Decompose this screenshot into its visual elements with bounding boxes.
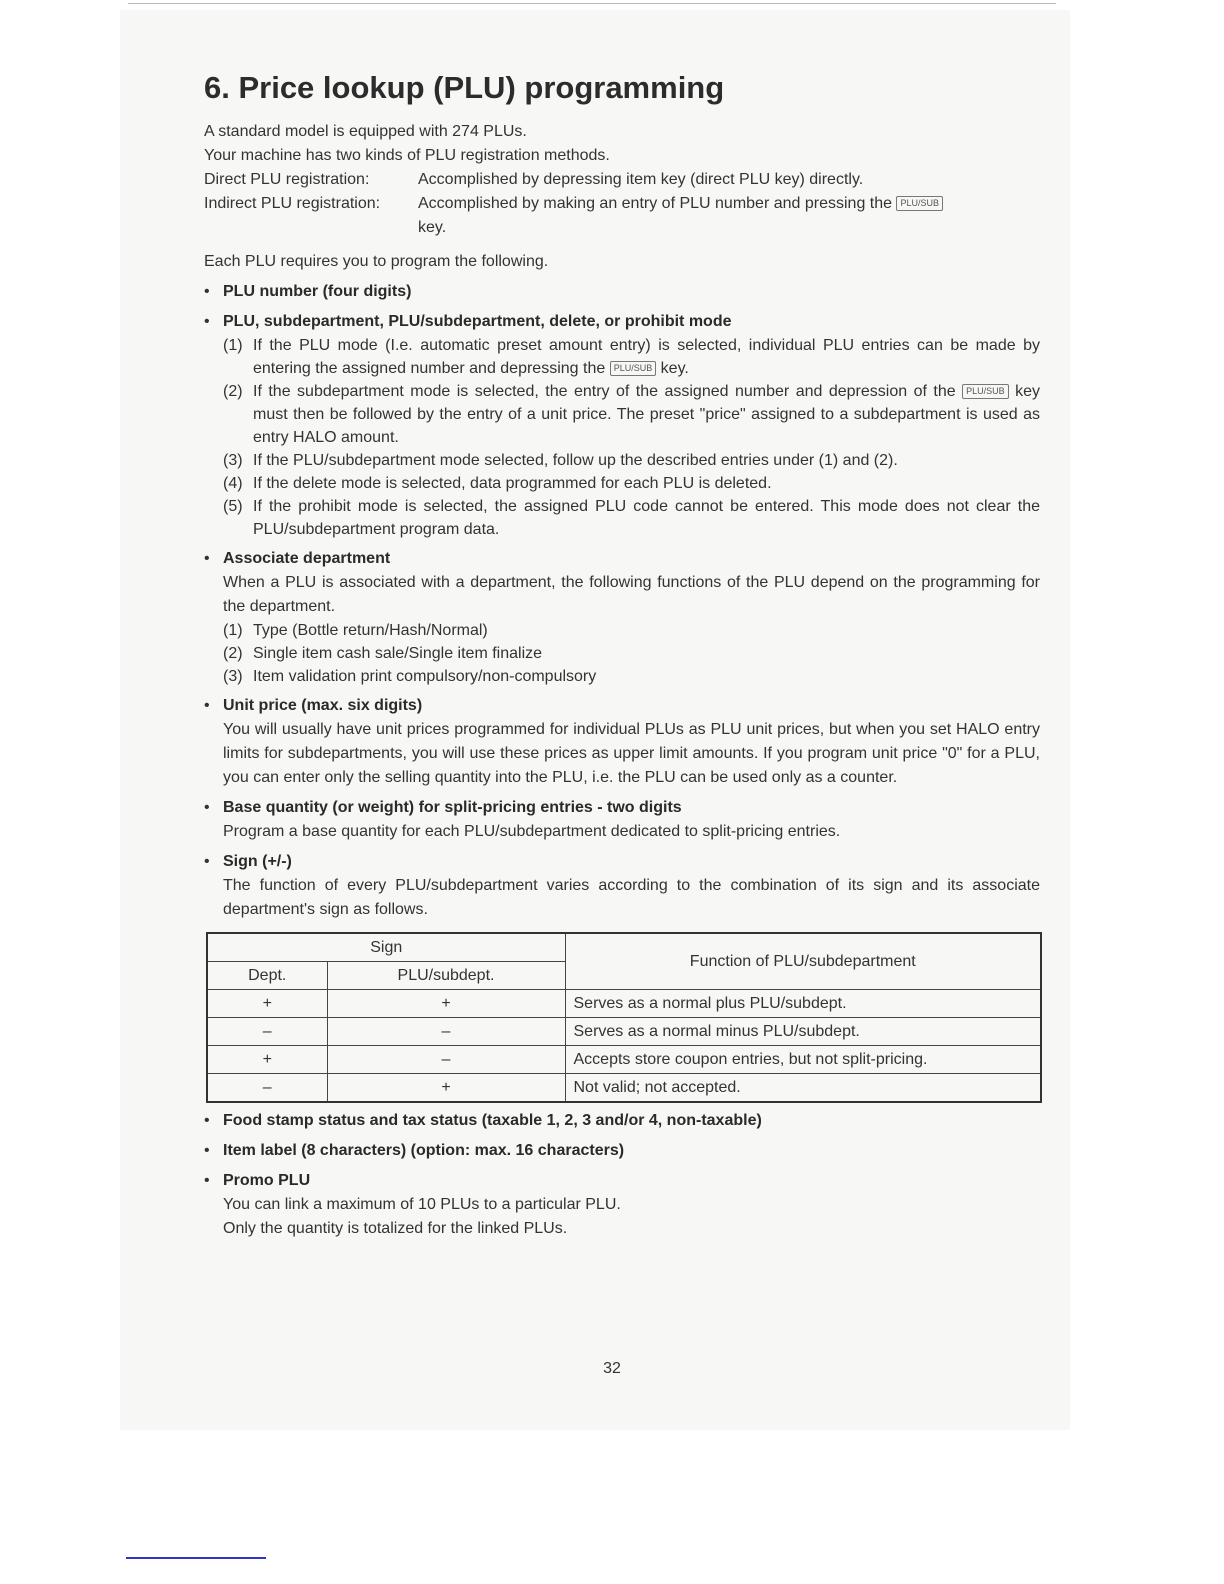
bullet-promo [204,1169,1040,1241]
base-quantity-text: Program a base quantity for each PLU/subdepartment dedicated to split-pricing entries. [223,823,841,840]
mode-item-text-b: key must then be followed by the entry of a unit price. The preset "price" assigned to a subdepartment is used as entry HALO amount. [253,383,1040,446]
mode-item [223,495,1040,541]
mode-item-number: (3) [223,452,243,469]
bullet-food-stamp [204,1109,1040,1133]
mode-item [223,472,1040,495]
associate-text: When a PLU is associated with a department, the following functions of the PLU depend on the programming for the department. [223,574,1040,615]
bottom-rule [126,1557,266,1559]
indirect-registration-text-b: key. [418,219,447,236]
associate-item-text: Single item cash sale/Single item finalize [253,645,543,662]
bullet-item-label [204,1139,1040,1163]
associate-item [223,642,1040,665]
dept-sign-cell: – [207,1074,327,1103]
mode-item-number: (4) [223,475,243,492]
promo-line-2: Only the quantity is totalized for the linked PLUs. [223,1220,568,1237]
function-header-cell: Function of PLU/subdepartment [565,933,1041,990]
mode-item-number: (1) [223,337,243,354]
associate-item-number: (2) [223,645,243,662]
dept-sign-cell: + [207,1046,327,1074]
sign-heading: • Sign (+/-) [223,853,292,870]
dept-sign-cell: + [207,990,327,1018]
associate-item-text: Item validation print compulsory/non-compulsory [253,668,597,685]
associate-heading: • Associate department [223,550,391,567]
food-stamp-heading: • Food stamp status and tax status (taxable 1, 2, 3 and/or 4, non-taxable) [223,1112,762,1129]
item-label-heading: • Item label (8 characters) (option: max. 16 characters) [223,1142,625,1159]
associate-item-text: Type (Bottle return/Hash/Normal) [253,622,488,639]
base-quantity-heading: • Base quantity (or weight) for split-pricing entries - two digits [223,799,682,816]
plu-number-heading: • PLU number (four digits) [223,283,412,300]
sign-text: The function of every PLU/subdepartment varies according to the combination of its sign and its associate department's sign as follows. [223,877,1040,918]
table-row [207,1018,1041,1046]
function-cell: Not valid; not accepted. [565,1074,1041,1103]
indirect-registration-label: Indirect PLU registration: [204,195,381,212]
table-row [207,1046,1041,1074]
bullet-associate-department [204,547,1040,688]
bullet-base-quantity [204,796,1040,844]
plu-header-cell: PLU/subdept. [327,962,565,990]
indirect-registration-text [418,192,1040,240]
direct-registration-row [204,168,1040,192]
mode-item-text: If the prohibit mode is selected, the assigned PLU code cannot be entered. This mode does not clear the PLU/subdepartment program data. [253,498,1040,538]
mode-item-text-b: key. [660,360,689,377]
promo-line-1: You can link a maximum of 10 PLUs to a particular PLU. [223,1196,621,1213]
plu-sign-cell: – [327,1046,565,1074]
intro-line-1: A standard model is equipped with 274 PLUs. [204,123,527,140]
table-row [207,990,1041,1018]
associate-item-number: (3) [223,668,243,685]
dept-header-cell: Dept. [207,962,327,990]
table-row [207,1074,1041,1103]
associate-item-number: (1) [223,622,243,639]
associate-item [223,665,1040,688]
mode-item-text: If the delete mode is selected, data programmed for each PLU is deleted. [253,475,772,492]
mode-item [223,449,1040,472]
mode-item-number: (5) [223,498,243,515]
page-title: 6. Price lookup (PLU) programming [204,70,725,105]
associate-item [223,619,1040,642]
top-rule [128,3,1056,4]
page-content [204,70,1040,1241]
plu-sign-cell: + [327,990,565,1018]
promo-heading: • Promo PLU [223,1172,311,1189]
page-number: 32 [603,1360,621,1377]
mode-item [223,380,1040,449]
plu-sign-cell: – [327,1018,565,1046]
mode-item-text: If the PLU/subdepartment mode selected, follow up the described entries under (1) and (2). [253,452,898,469]
sign-header-cell: Sign [207,933,565,962]
mode-item-text [253,334,1040,380]
function-cell: Serves as a normal minus PLU/subdept. [565,1018,1041,1046]
plu-sub-key-icon: PLU/SUB [610,361,657,376]
mode-item-text-a: If the subdepartment mode is selected, the entry of the assigned number and depression of the [253,383,956,400]
direct-registration-text: Accomplished by depressing item key (direct PLU key) directly. [418,171,864,188]
mode-item-text-a: If the PLU mode (I.e. automatic preset amount entry) is selected, individual PLU entries can be made by entering the assigned number and depressing the [253,337,1040,377]
indirect-registration-text-a: Accomplished by making an entry of PLU number and pressing the [418,195,893,212]
mode-item-text [253,380,1040,449]
bullet-mode [204,310,1040,541]
mode-heading: • PLU, subdepartment, PLU/subdepartment, delete, or prohibit mode [223,313,732,330]
unit-price-heading: • Unit price (max. six digits) [223,697,423,714]
indirect-registration-row [204,192,1040,240]
bullet-plu-number [204,280,1040,304]
intro-line-2: Your machine has two kinds of PLU registration methods. [204,147,610,164]
unit-price-text: You will usually have unit prices programmed for individual PLUs as PLU unit prices, but when you set HALO entry limits for subdepartments, you will use these prices as upper limit amounts. If you program unit price "0" for a PLU, you can enter only the selling quantity into the PLU, i.e. the PLU can be used only as a counter. [223,721,1040,786]
plu-sub-key-icon: PLU/SUB [896,196,943,211]
plu-sign-cell: + [327,1074,565,1103]
mode-item-number: (2) [223,383,243,400]
dept-sign-cell: – [207,1018,327,1046]
direct-registration-label: Direct PLU registration: [204,171,370,188]
bullet-unit-price [204,694,1040,790]
function-cell: Serves as a normal plus PLU/subdept. [565,990,1041,1018]
plu-sub-key-icon: PLU/SUB [962,384,1009,399]
mode-item [223,334,1040,380]
bullet-sign [204,850,1040,922]
function-cell: Accepts store coupon entries, but not split-pricing. [565,1046,1041,1074]
sign-table [206,932,1042,1103]
each-plu-text: Each PLU requires you to program the following. [204,253,549,270]
